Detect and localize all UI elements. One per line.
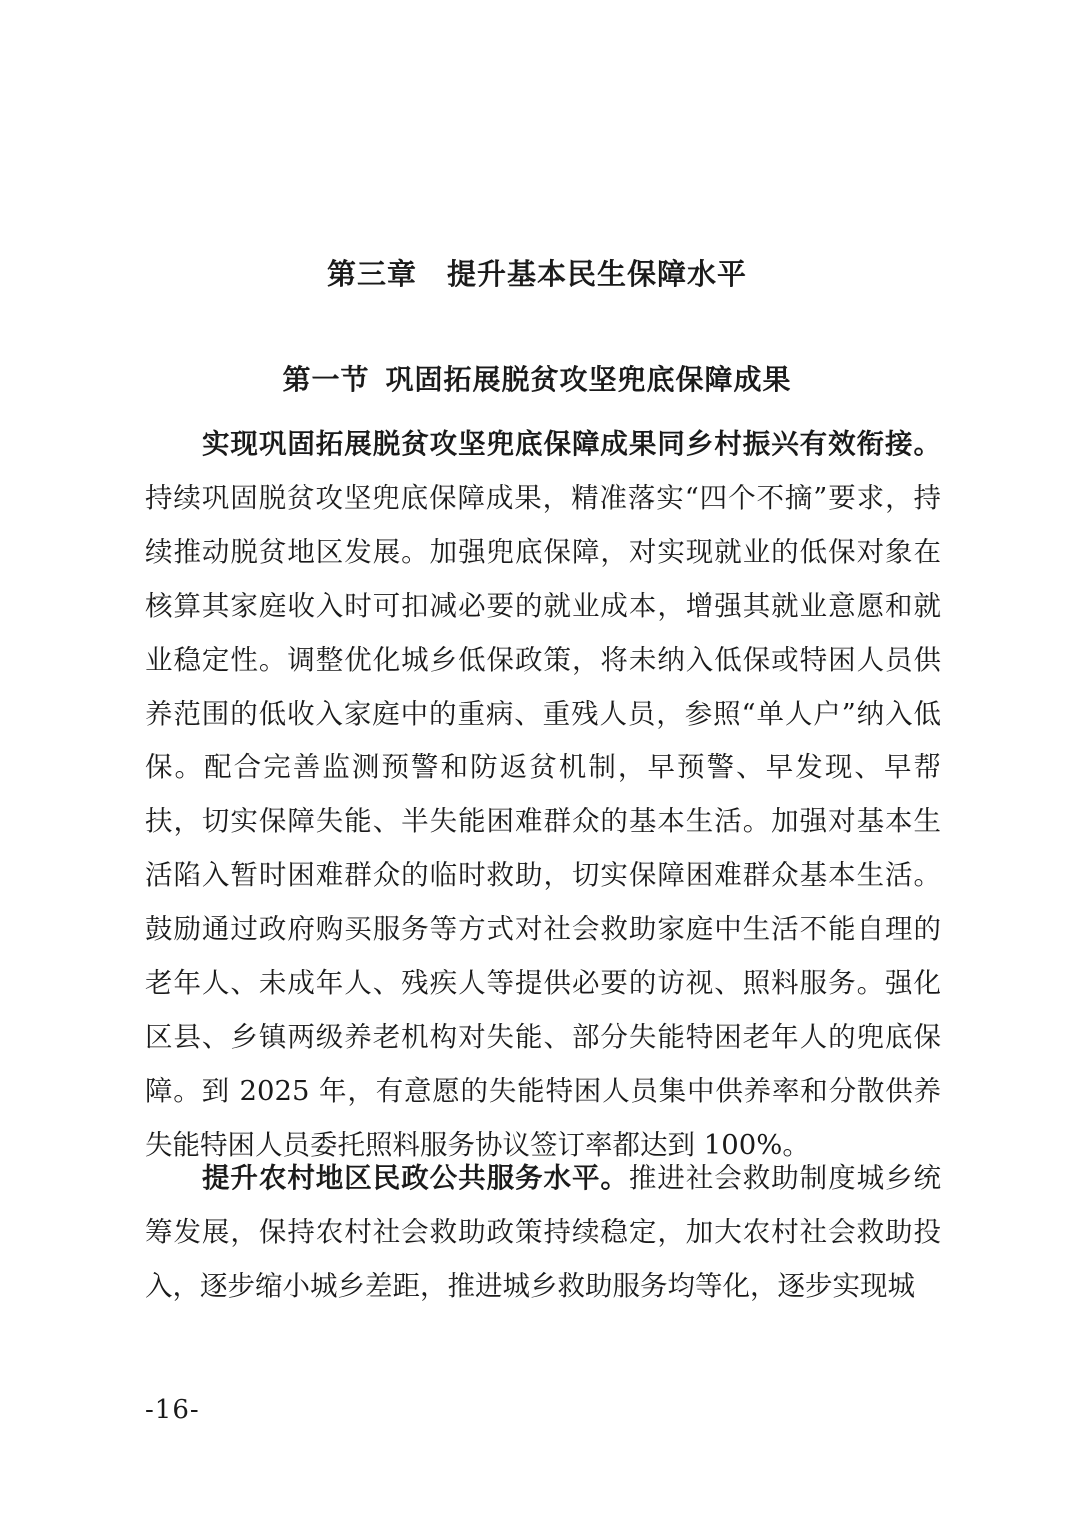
paragraph-lead: 提升农村地区民政公共服务水平。 xyxy=(201,1162,629,1194)
paragraph-rural-services xyxy=(145,1152,941,1314)
paragraph-body: 持续巩固脱贫攻坚兜底保障成果，精准落实“四个不摘”要求，持续推动脱贫地区发展。加强兜底保障，对实现就业的低保对象在核算其家庭收入时可扣减必要的就业成本，增强其就业意愿和就业稳定性。调整优化城乡低保政策，将未纳入低保或特困人员供养范围的低收入家庭中的重病、重残人员，参照“单人户”纳入低保。配合完善监测预警和防返贫机制，早预警、早发现、早帮扶，切实保障失能、半失能困难群众的基本生活。加强对基本生活陷入暂时困难群众的临时救助，切实保障困难群众基本生活。鼓励通过政府购买服务等方式对社会救助家庭中生活不能自理的老年人、未成年人、残疾人等提供必要的访视、照料服务。强化区县、乡镇两级养老机构对失能、部分失能特困老年人的兜底保障。到 2025 年，有意愿的失能特困人员集中供养率和分散供养失能特困人员委托照料服务协议签订率都达到 100%。 xyxy=(145,481,941,1161)
paragraph-basic-guarantee xyxy=(145,418,941,1173)
section-title xyxy=(0,356,1074,404)
chapter-title-text: 提升基本民生保障水平 xyxy=(447,257,748,291)
page-number: -16- xyxy=(145,1395,200,1425)
section-title-text: 巩固拓展脱贫攻坚兜底保障成果 xyxy=(385,363,792,396)
chapter-title xyxy=(0,250,1074,298)
paragraph-body: 推进社会救助制度城乡统筹发展，保持农村社会救助政策持续稳定，加大农村社会救助投入，逐步缩小城乡差距，推进城乡救助服务均等化，逐步实现城 xyxy=(145,1162,942,1302)
section-number: 第一节 xyxy=(282,363,370,396)
paragraph-lead: 实现巩固拓展脱贫攻坚兜底保障成果同乡村振兴有效衔接。 xyxy=(201,428,941,460)
chapter-number: 第三章 xyxy=(326,257,417,291)
